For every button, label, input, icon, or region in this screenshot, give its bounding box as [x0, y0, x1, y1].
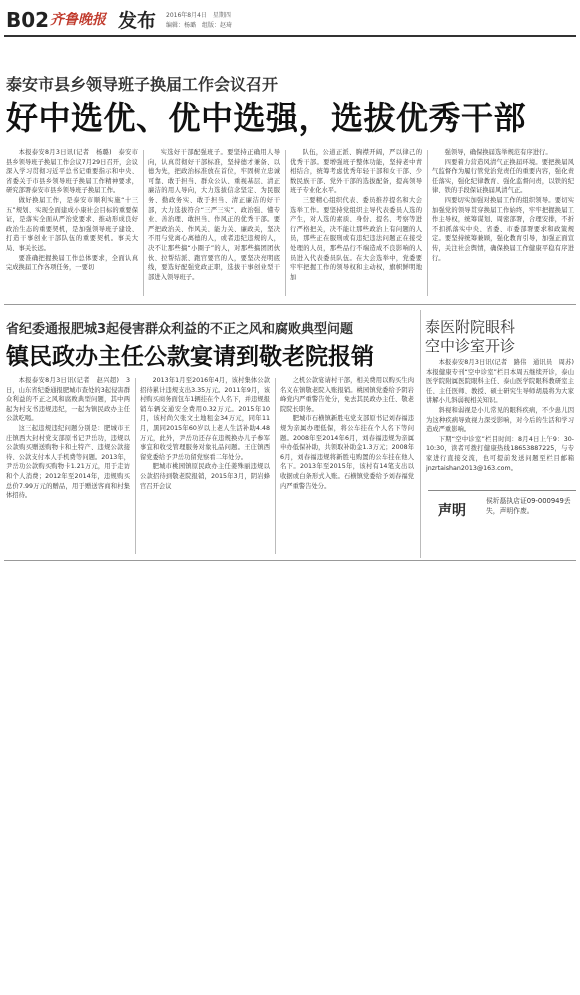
- column-divider: [275, 378, 276, 554]
- paragraph: 2013年1月至2016年4月，该村集体公款招待累计违规支出3.35万元。2011年9月，该村购买商务面包车1辆挂在个人名下，并违规报销车辆交通安全费用0.32万元。2015年10月，该村尚欠张文土地租金34万元，同年11月，黑同2015年60岁以上老人生活补助4.48万元，此外，尹岳功还存在违规换办儿子参军事宜和收受管理服务对象礼品问题。王庄镇西留党委给予尹岳功留党察看二年处分。: [140, 377, 270, 461]
- column-divider: [135, 378, 136, 554]
- column-divider: [285, 150, 286, 296]
- paragraph: 本报泰安8月3日讯(记者 杨璐) 泰安市县乡领导班子换届工作会议7月29日召开，会议深入学习贯彻习近平总书记重要指示和中央、省委关于市县乡领导班子换届工作精神要求，研究部署泰安市县乡领导班子换届工作。: [6, 149, 138, 195]
- newspaper-logo: 齐鲁晚报: [50, 12, 106, 28]
- article2-column-3: [280, 376, 414, 558]
- column-divider: [420, 310, 421, 558]
- paragraph: 四要着力营造风清气正换届环境。要把换届风气监督作为履行管党治党责任的重要内容，强化责任落实，强化纪律教育、强化监督问责，以铁的纪律、铁的手段保证换届风清气正。: [432, 158, 574, 195]
- article1-column-2: [148, 148, 280, 298]
- paragraph: 要准确把握换届工作总体要求，全面认真完成换届工作各项任务，一要切: [6, 254, 138, 272]
- article2-title: 镇民政办主任公款宴请到敬老院报销: [6, 344, 374, 370]
- header-rule: [4, 35, 576, 37]
- article1-column-3: [290, 148, 422, 298]
- paragraph: 队伍，公道正派、胸襟开阔，严以律己的优秀干部。要增强班子整体功能，坚持老中青相结合，统筹考虑优秀年轻干部和女干部、少数民族干部、党外干部的选拔配备，提高领导班子专业化水平。: [290, 149, 422, 195]
- paragraph: 强领导，确保换届选举规范有序进行。: [444, 149, 552, 156]
- page-code: B02: [6, 8, 50, 32]
- notice-text: 侯圻磊执店证09-000949丢失，声明作废。: [486, 497, 571, 515]
- section-divider: [4, 560, 576, 561]
- column-divider: [427, 150, 428, 296]
- paragraph: 肥城市桃园镇原民政办主任姜殊丽违规以公款招待到敬老院报销，2015年3月，阴岩蜂官召开会议: [140, 463, 270, 490]
- paragraph: 本报泰安8月3日讯(记者 路伟 通讯员 周苏) 本报健康专刊“空中诊室”栏目本周五继续开诊，泰山医学院附属医院眼科主任、泰山医学院眼科教研室主任、主任医师、教授、硕士研究生导师胡晨将为大家讲解小儿斜弱视相关知识。: [426, 359, 580, 405]
- paragraph: 三要精心组织代表、委员推荐提名和大会选举工作。要坚持党组织主导代表委员人选的产生，对人选的素质、身份、提名、考察等进行严格把关，决不能让那些政治上有问题的人员，那些正在服刑或有违纪违法问题正在接受处理的人员，那些品行不端造成不良影响的人员进入代表委员队伍。在大会选举中，党委要牢牢把握工作的领导权和主动权，旗帜鲜明地加: [290, 196, 422, 281]
- article1-subtitle: 泰安市县乡领导班子换届工作会议召开: [6, 75, 279, 94]
- article1-column-1: [6, 148, 138, 298]
- paragraph: 本报泰安8月3日讯(记者 赵兴超) 3日，山东省纪委通报肥城市查处的3起侵害群众利益的不正之风和腐败典型问题，其中两起为村支书违规违纪，一起为镇民政办主任公款吃喝。: [6, 377, 130, 423]
- editor-line: 编辑：杨璐 组版：赵琦: [166, 22, 233, 29]
- paragraph: 实选好干部配强班子。要坚持正确用人导向，认真贯彻好干部标准，坚持德才兼备、以德为先，把政治标准放在首位，牢固树立忠诚可靠、敢于担当、群众公认、重视基层、清正廉洁的用人导向，大力选拔信念坚定、为民服务、勤政务实、敢于担当、清正廉洁的好干部，大力选拔符合“三严三实”、政治强、懂专业、善治理、敢担当、作风正的优秀干部。要严把政治关、作风关、能力关、廉政关，坚决不用与党离心离德的人，或者违纪违规的人，决不让那些搞“小圈子”的人，对那些搞团团伙伙、拉帮结派、跑官要官的人，要坚决亮明底线，要选好配强党政正职，选拔干事创业型干部进入领导班子。: [148, 149, 280, 281]
- paragraph: 这三起违规违纪问题分别是：肥城市王庄镇西大封村党支部原书记尹岳功，违规以公款购买赠送购物卡和土特产、违规公款接待、公款支付本人手机费等问题。2013年，尹岳功公款购买购物卡1.21万元，用于走访和个人消费；2012年至2014年，违规购买总价7.99万元的赠品，用于赠送客商和村集体招待。: [6, 424, 130, 500]
- article1-title: 好中选优、优中选强，选拔优秀干部: [6, 99, 527, 137]
- column-divider: [143, 150, 144, 296]
- section-title: 发布: [118, 10, 157, 32]
- paragraph: 下期“空中诊室”栏目时间：8月4日上午9：30-10:30，读者可拨打健康热线18653887225，与专家进行直接交流，也可提前发送问题至栏目邮箱jnzrtaishan2013@163.com。: [426, 435, 574, 472]
- article3-title-line1: 泰医附院眼科: [425, 318, 516, 336]
- paragraph: 之机公款宴请村干部，相关费用以购买生肉名义在镇敬老院入账报销。桃园镇党委给予阴岩峰党内严重警告处分，免去其民政办主任、敬老院院长职务。: [280, 377, 414, 413]
- article2-subtitle: 省纪委通报肥城3起侵害群众利益的不正之风和腐败典型问题: [6, 322, 354, 337]
- article1-column-4: [432, 148, 574, 298]
- paragraph: 做好换届工作，是泰安市顺利实施“十三五”规划、实现全面建成小康社会目标的重要保证，是落实全面从严治党要求、推动形成良好政治生态的重要契机，是加强领导班子建设、打造干事创业干部队伍的重要契机。事关大局、事关长远。: [6, 196, 138, 252]
- article2-column-1: [6, 376, 130, 558]
- paragraph: 肥城市石横镇新胜屯党支部原书记刘春福违规为亲属办理低保，将公车挂在个人名下等问题。2008年至2014年6月，刘春福违规为亲属申办低保补助，共领取补助金1.3万元；2008年6月，刘春福违规将新胜屯购置的公车挂在他人名下。2013年至2015年，该村有14笔支出以收据或白条形式入账。石横镇党委给予刘春福党内严重警告处分。: [280, 415, 414, 490]
- article3-title-line2: 空中诊室开诊: [425, 337, 516, 355]
- article2-column-2: [140, 376, 270, 558]
- section-divider: [4, 304, 576, 305]
- paragraph: 斜视和弱视是小儿常见的眼科疾病，不少患儿因为这种疾病导致视力深受影响，对今后的生活和学习造成严重影响。: [426, 406, 574, 434]
- article3-body: [426, 358, 580, 484]
- date-line: 2016年8月4日 星期四: [166, 12, 231, 19]
- paragraph: 四要切实加强对换届工作的组织领导。要切实加强党的领导贯穿换届工作始终，牢牢把握换届工作主导权，统筹谋划、周密部署，合理安排，不折不扣抓落实中央、省委、市委部署要求和政策规定。要坚持统筹兼顾，强化教育引导，加强正面宣传，关注社会舆情，确保换届工作健康平稳有序进行。: [432, 196, 574, 262]
- notice-label: 声明: [438, 503, 466, 519]
